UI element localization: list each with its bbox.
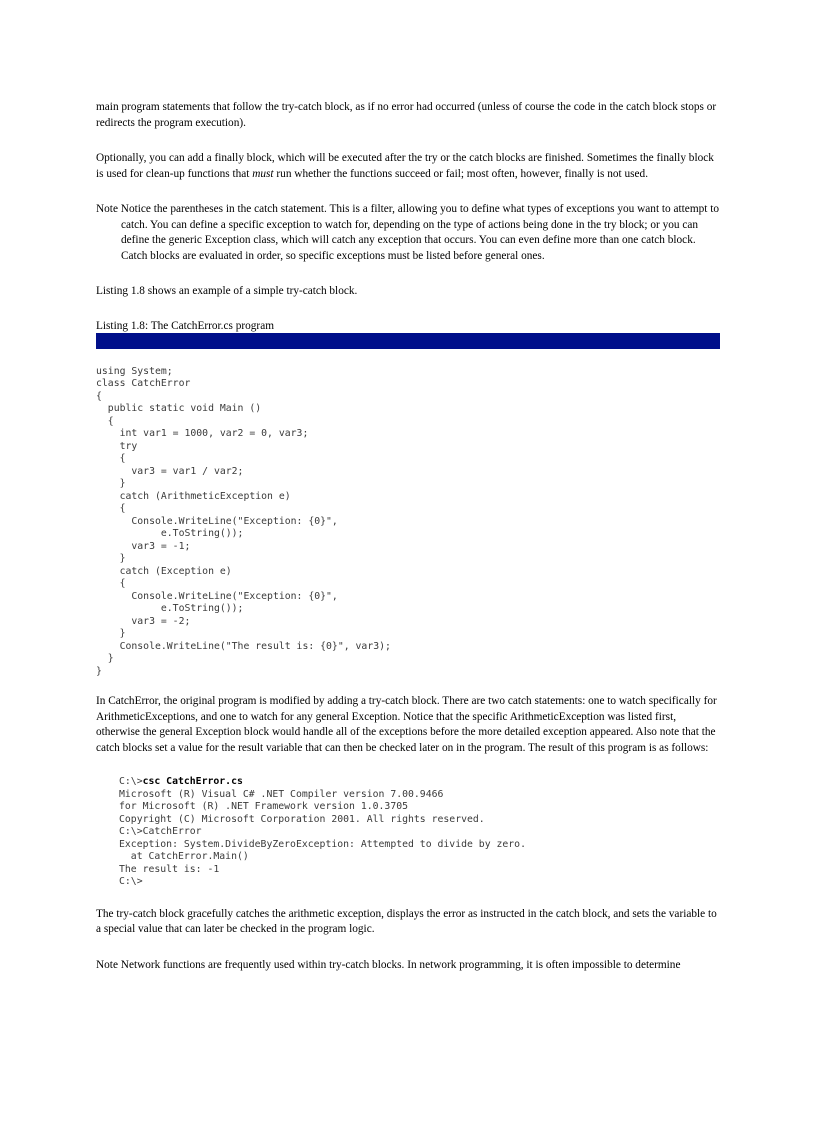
console-command: csc CatchError.cs: [142, 776, 243, 787]
console-prompt: C:\>: [119, 776, 143, 787]
note-network-functions: Note Network functions are frequently used within try-catch blocks. In network programming, it is often impossible to determine: [96, 958, 681, 971]
paragraph-summary: The try-catch block gracefully catches the arithmetic exception, displays the error as instructed in the catch block, and sets the variable to a special value that can later be checked in the program logic.: [96, 907, 717, 935]
paragraph-finally-text-1: Optionally, you can add a finally block, which will be executed after the try or the catch blocks are finished. Sometimes the finally block is used for clean-up functions that: [96, 152, 714, 180]
paragraph-finally-text-2: run whether the functions succeed or fail; most often, however, finally is not used.: [273, 167, 649, 180]
note-catch-filter: Note Notice the parentheses in the catch statement. This is a filter, allowing you to define what types of exceptions you want to attempt to catch. You can define a specific exception to watch for, depending on the type of actions being done in the try block; or you can define the generic Exception class, which will catch any exception that occurs. You can even define more than one catch block. Catch blocks are evaluated in order, so specific exceptions must be listed before general ones.: [96, 203, 720, 262]
console-output-block: [119, 776, 722, 889]
emphasis-must: must: [252, 167, 274, 180]
console-output: Microsoft (R) Visual C# .NET Compiler version 7.00.9466 for Microsoft (R) .NET Framework version 1.0.3705 Copyright (C) Microsoft Corporation 2001. All rights reserved. C:\>CatchError Exception: System.DivideByZeroException: Attempted to divide by zero. at CatchError.Main() The result is: -1 C:\>: [119, 788, 526, 887]
paragraph-listing-intro: Listing 1.8 shows an example of a simple try-catch block.: [96, 285, 358, 297]
code-listing: using System; class CatchError { public static void Main () { int var1 = 1000, var2 = 0, var3; try { var3 = var1 / var2; } catch (ArithmeticException e) { Console.WriteLine("Exception: {0}", e.ToString()); var3 = -1; } catch (Exception e) { Console.WriteLine("Exception: {0}", e.ToString()); var3 = -2; } Console.WriteLine("The result is: {0}", var3); } }: [96, 365, 391, 677]
page-content: [96, 100, 722, 973]
listing-caption: Listing 1.8: The CatchError.cs program: [96, 319, 274, 332]
paragraph-continuation: main program statements that follow the try-catch block, as if no error had occurred (unless of course the code in the catch block stops or redirects the program execution).: [96, 101, 717, 129]
paragraph-explanation: In CatchError, the original program is modified by adding a try-catch block. There are two catch statements: one to watch specifically for ArithmeticExceptions, and one to watch for any general Exception. Notice that the specific ArithmeticException was listed first, otherwise the general Exception block would handle all of the exceptions before the more detailed exception appeared. Also note that the catch blocks set a value for the result variable that can then be checked later on in the program. The result of this program is as follows:: [96, 695, 717, 754]
paragraph-finally: [96, 151, 722, 182]
listing-header-bar: [96, 333, 720, 349]
